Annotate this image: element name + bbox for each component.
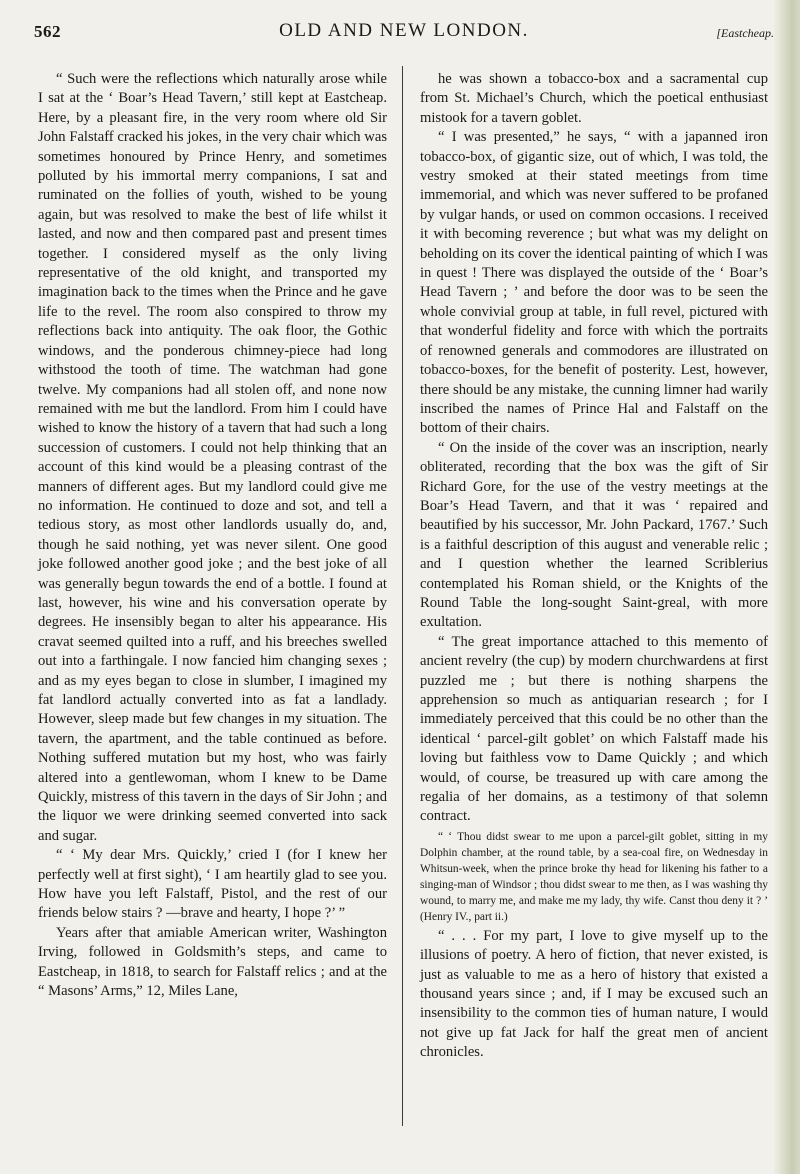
paragraph: “ The great importance attached to this memento of ancient revelry (the cup) by modern churchwardens at first puzzled me ; but there is nothing sharpens the apprehension so much as antiquarian research ; for I immediately perceived that this could be no other than the identical ‘ parcel-gilt goblet’ on which Falstaff made his loving but faithless vow to Dame Quickly ; and which would, of course, be treasured up with care among the regalia of her domains, as a testimony of that solemn contract. bbox=[420, 633, 768, 825]
paragraph: Years after that amiable American writer, Washington Irving, followed in Goldsmith’s steps, and came to Eastcheap, in 1818, to search for Falstaff relics ; and at the “ Masons’ Arms,” 12, Miles Lane, bbox=[38, 924, 387, 1000]
section-title: [Eastcheap. bbox=[716, 26, 774, 40]
page-edge bbox=[774, 0, 800, 1174]
left-column bbox=[38, 70, 387, 1002]
paragraph: “ ‘ My dear Mrs. Quickly,’ cried I (for I knew her perfectly well at first sight), ‘ I am heartily glad to see you. How have you left Falstaff, Pistol, and the rest of our friends below stairs ? —brave and hearty, I hope ?’ ” bbox=[38, 847, 387, 922]
paragraph: “ I was presented,” he says, “ with a japanned iron tobacco-box, of gigantic size, out of which, I was told, the vestry smoked at their stated meetings from time immemorial, and which was never suffered to be profaned by vulgar hands, or used on common occasions. I received it with becoming reverence ; but what was my delight on beholding on its cover the identical painting of which I was in quest ! There was displayed the outside of the ‘ Boar’s Head Tavern ; ’ and before the door was to be seen the whole convivial group at table, in full revel, pictured with that wonderful fidelity and force with which the portraits of renowned generals and commodores are illustrated on tobacco-boxes, for the benefit of posterity. Lest, however, there should be any mistake, the cunning limner had warily inscribed the names of Prince Hal and Falstaff on the bottom of their chairs. bbox=[420, 129, 768, 437]
running-title: OLD AND NEW LONDON. bbox=[279, 20, 529, 41]
paragraph: “ Such were the reflections which naturally arose while I sat at the ‘ Boar’s Head Tavern,’ still kept at Eastcheap. Here, by a pleasant fire, in the very room where old Sir John Falstaff cracked his jokes, in the very chair which was sometimes honoured by Prince Henry, and sometimes polluted by his immortal merry companions, I sat and ruminated on the follies of youth, wished to be young again, but was resolved to make the best of life whilst it lasted, and now and then compared past and present times together. I considered myself as the only living representative of the old knight, and transported my imagination back to the times when the Prince and he gave life to the revel. The room also conspired to throw my reflections back into antiquity. The oak floor, the Gothic windows, and the ponderous chimney-piece had long withstood the tooth of time. The watchman had gone twelve. My companions had all stolen off, and none now remained with me but the landlord. From him I could have wished to know the history of a tavern that had such a long succession of customers. I could not help thinking that an account of this kind would be a pleasing contrast of the manners of different ages. But my landlord could give me no information. He continued to doze and sot, and tell a tedious story, as most other landlords usually do, and, though he said nothing, yet was never silent. One good joke followed another good joke ; and the best joke of all was generally begun towards the end of a bottle. I found at last, however, his wine and his conversation operate by degrees. He insensibly began to alter his appearance. His cravat seemed quilted into a ruff, and his breeches swelled out into a farthingale. I now fancied him changing sexes ; and as my eyes began to close in slumber, I imagined my fat landlord actually converted into as fat a landlady. However, sleep made but few changes in my situation. The tavern, the apartment, and the table continued as before. Nothing suffered mutation but my host, who was fairly altered into a gentlewoman, whom I knew to be Dame Quickly, mistress of this tavern in the days of Sir John ; and the liquor we were drinking seemed converted into sack and sugar. bbox=[38, 71, 387, 844]
paragraph: he was shown a tobacco-box and a sacramental cup from St. Michael’s Church, which the poetical enthusiast mistook for a tavern goblet. bbox=[420, 71, 768, 126]
column-divider bbox=[402, 66, 403, 1126]
block-quote: “ ‘ Thou didst swear to me upon a parcel-gilt goblet, sitting in my Dolphin chamber, at the round table, by a sea-coal fire, on Wednesday in Whitsun-week, when the prince broke thy head for likening his father to a singing-man of Windsor ; thou didst swear to me then, as I was washing thy wound, to marry me, and make me my lady, thy wife. Canst thou deny it ? ’ (Henry IV., part ii.) bbox=[420, 830, 768, 923]
right-column bbox=[420, 70, 768, 1063]
page-header bbox=[34, 18, 774, 48]
paragraph: “ . . . For my part, I love to give myself up to the illusions of poetry. A hero of fiction, that never existed, is just as valuable to me as a hero of history that existed a thousand years since ; and, if I may be excused such an insensibility to the common ties of human nature, I would not give up fat Jack for half the great men of ancient chronicles. bbox=[420, 927, 768, 1061]
page-number: 562 bbox=[34, 22, 61, 41]
paragraph: “ On the inside of the cover was an inscription, nearly obliterated, recording that the box was the gift of Sir Richard Gore, for the use of the vestry meetings at the Boar’s Head Tavern, and that it was ‘ repaired and beautified by his successor, Mr. John Packard, 1767.’ Such is a faithful description of this august and venerable relic ; and I question whether the learned Scriblerius contemplated his Roman shield, or the Knights of the Round Table the long-sought Saint-greal, with more exultation. bbox=[420, 439, 768, 631]
